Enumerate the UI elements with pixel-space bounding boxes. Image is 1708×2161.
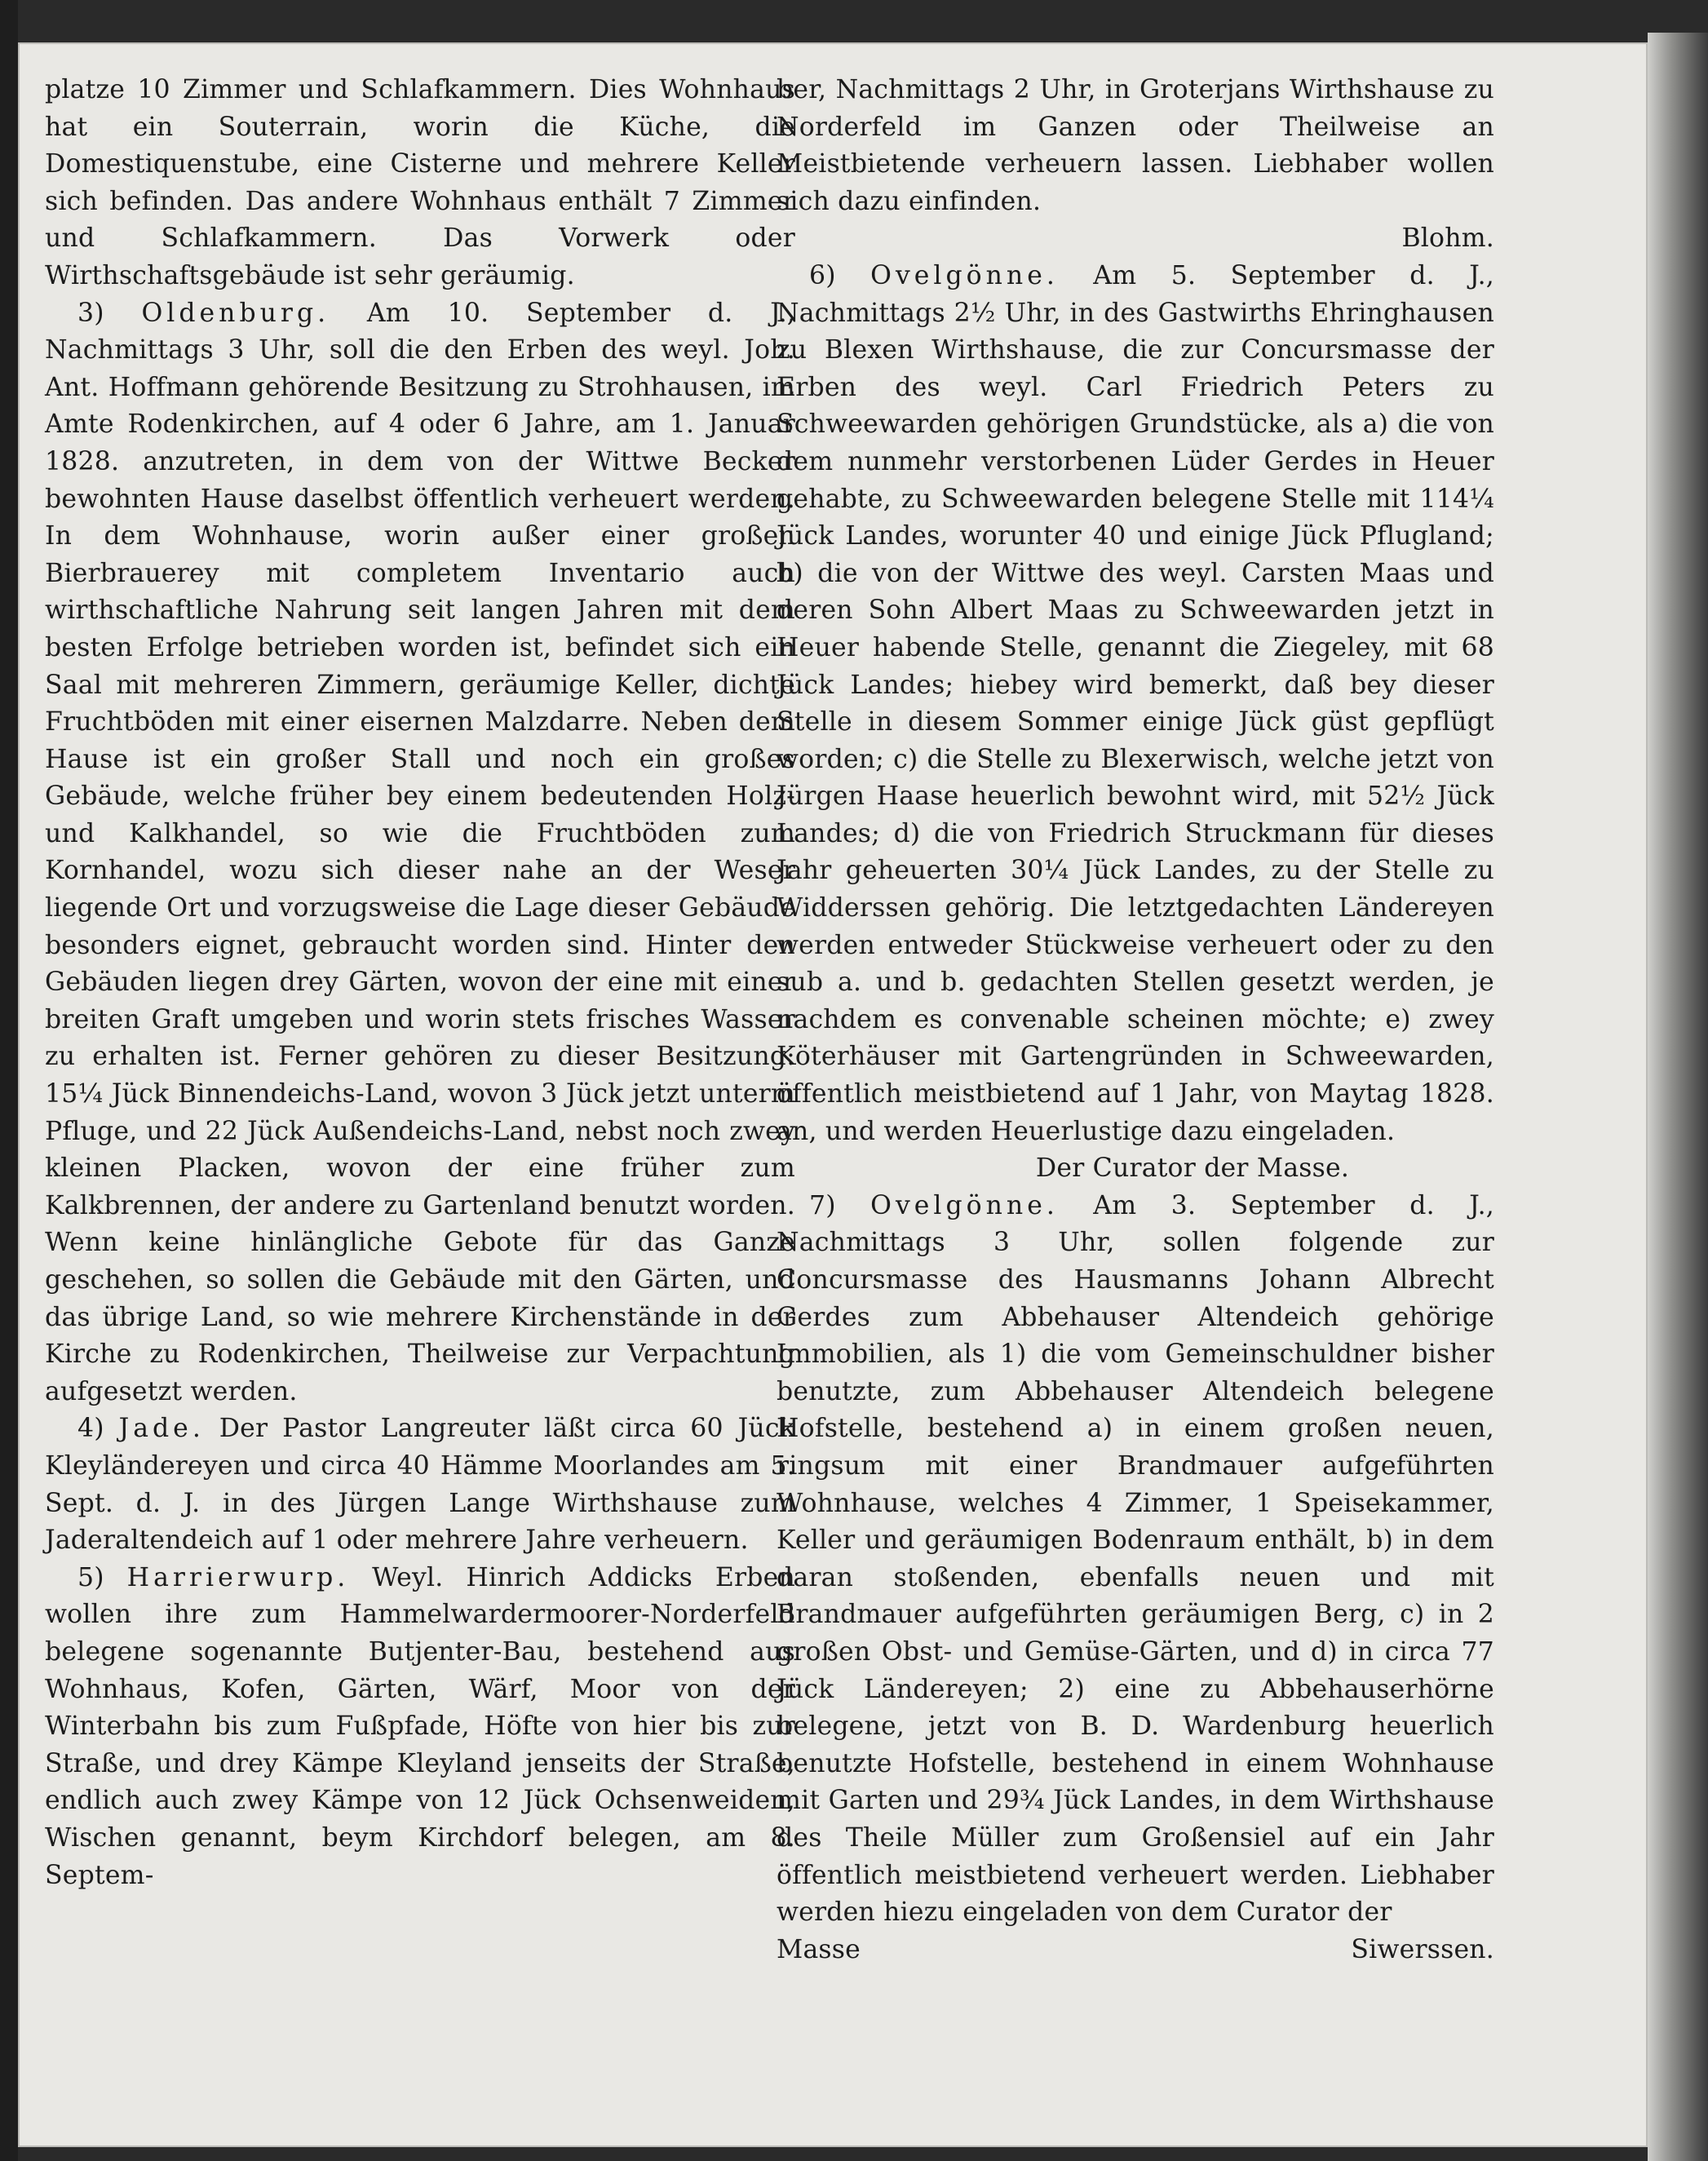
signature-blohm: Blohm.: [1401, 224, 1494, 254]
right-column: [777, 72, 1494, 1968]
notice-body: Der Pastor Langreuter läßt circa 60 Jück Kleyländereyen und circa 40 Hämme Moorlandes am 5. Sept. d. J. in des Jürgen Lange Wirthshause zum Jaderaltendeich auf 1 oder mehrere Jahre verheuern.: [45, 1414, 796, 1556]
notice-jade: [45, 1410, 795, 1559]
notice-number: 3): [77, 298, 104, 328]
notice-ovelgoenne-6: [777, 258, 1494, 1150]
page-edge-shadow: [1648, 33, 1708, 2161]
notice-body: Am 3. September d. J., Nachmittags 3 Uhr, sollen folgende zur Concursmasse des Hausmanns Johann Albrecht Gerdes zum Abbehauser Altendeich gehörige Immobilien, als 1) die vom Gemeinschuldner bisher benutzte, zum Abbehauser Altendeich belegene Hofstelle, bestehend a) in einem großen neuen, ringsum mit einer Brandmauer aufgeführten Wohnhause, welches 4 Zimmer, 1 Speisekammer, Keller und geräumigen Bodenraum enthält, b) in dem daran stoßenden, ebenfalls neuen und mit Brandmauer aufgeführten geräumigen Berg, c) in 2 großen Obst- und Gemüse-Gärten, und d) in circa 77 Jück Ländereyen; 2) eine zu Abbehauserhörne belegene, jetzt von B. D. Wardenburg heuerlich benutzte Hofstelle, bestehend in einem Wohnhause mit Garten und 29¾ Jück Landes, in dem Wirthshause des Theile Müller zum Großensiel auf ein Jahr öffentlich meistbietend verheuert werden. Liebhaber werden hiezu eingeladen von dem Curator der: [777, 1190, 1495, 1928]
notice-number: 6): [809, 260, 836, 290]
notice-place: Ovelgönne.: [870, 260, 1059, 290]
notice-body: Am 10. September d. J., Nachmittags 3 Uhr, soll die den Erben des weyl. Joh. Ant. Hoffmann gehörende Besitzung zu Strohhausen, im Amte Rodenkirchen, auf 4 oder 6 Jahre, am 1. Januar 1828. anzutreten, in dem von der Wittwe Becker bewohnten Hause daselbst öffentlich verheuert werden. In dem Wohnhause, worin außer einer großen Bierbrauerey mit completem Inventario auch wirthschaftliche Nahrung seit langen Jahren mit dem besten Erfolge betrieben worden ist, befindet sich ein Saal mit mehreren Zimmern, geräumige Keller, dichte Fruchtböden mit einer eisernen Malzdarre. Neben dem Hause ist ein großer Stall und noch ein großes Gebäude, welche früher bey einem bedeutenden Holz- und Kalkhandel, so wie die Fruchtböden zum Kornhandel, wozu sich dieser nahe an der Weser liegende Ort und vorzugsweise die Lage dieser Gebäude besonders eignet, gebraucht worden sind. Hinter den Gebäuden liegen drey Gärten, wovon der eine mit einer breiten Graft umgeben und worin stets frisches Wasser zu erhalten ist. Ferner gehören zu dieser Besitzung: 15¼ Jück Binnendeichs-Land, wovon 3 Jück jetzt unterm Pfluge, und 22 Jück Außendeichs-Land, nebst noch zwey kleinen Placken, wovon der eine früher zum Kalkbrennen, der andere zu Gartenland benutzt worden. Wenn keine hinlängliche Gebote für das Ganze geschehen, so sollen die Gebäude mit den Gärten, und das übrige Land, so wie mehrere Kirchenstände in der Kirche zu Rodenkirchen, Theilweise zur Verpachtung aufgesetzt werden.: [45, 298, 796, 1406]
closing-word: Masse: [777, 1934, 861, 1964]
notice-place: Jade.: [118, 1414, 205, 1444]
notice-number: 5): [77, 1562, 104, 1592]
left-column: [45, 72, 795, 1894]
closing-line: [777, 1932, 1494, 1969]
signature-curator: Der Curator der Masse.: [1035, 1154, 1350, 1184]
paragraph-continued: ber, Nachmittags 2 Uhr, in Groterjans Wirthshause zu Norderfeld im Ganzen oder Theilweise an Meistbietende verheuern lassen. Liebhaber wollen sich dazu einfinden.: [777, 75, 1494, 216]
scan-background-left: [0, 0, 18, 2161]
notice-ovelgoenne-7: [777, 1188, 1494, 1932]
signature-siwerssen: Siwerssen.: [1351, 1934, 1494, 1964]
notice-number: 7): [809, 1190, 836, 1220]
notice-place: Oldenburg.: [141, 298, 330, 328]
notice-oldenburg: [45, 295, 795, 1411]
notice-harrierwurp: [45, 1560, 795, 1894]
notice-body: Am 5. September d. J., Nachmittags 2½ Uhr, in des Gastwirths Ehringhausen zu Blexen Wirthshause, die zur Concursmasse der Erben des weyl. Carl Friedrich Peters zu Schweewarden gehörigen Grundstücke, als a) die von dem nunmehr verstorbenen Lüder Gerdes in Heuer gehabte, zu Schweewarden belegene Stelle mit 114¼ Jück Landes, worunter 40 und einige Jück Pflugland; b) die von der Wittwe des weyl. Carsten Maas und deren Sohn Albert Maas zu Schweewarden jetzt in Heuer habende Stelle, genannt die Ziegeley, mit 68 Jück Landes; hiebey wird bemerkt, daß bey dieser Stelle in diesem Sommer einige Jück güst gepflügt worden; c) die Stelle zu Blexerwisch, welche jetzt von Jürgen Haase heuerlich bewohnt wird, mit 52½ Jück Landes; d) die von Friedrich Struckmann für dieses Jahr geheuerten 30¼ Jück Landes, zu der Stelle zu Widderssen gehörig. Die letztgedachten Ländereyen werden entweder Stückweise verheuert oder zu den sub a. und b. gedachten Stellen gesetzt werden, je nachdem es convenable scheinen möchte; e) zwey Köterhäuser mit Gartengründen in Schweewarden, öffentlich meistbietend auf 1 Jahr, von Maytag 1828. an, und werden Heuerlustige dazu eingeladen.: [777, 260, 1495, 1146]
paragraph-continued: platze 10 Zimmer und Schlafkammern. Dies Wohnhaus hat ein Souterrain, worin die Küche, die Domestiquenstube, eine Cisterne und mehrere Keller sich befinden. Das andere Wohnhaus enthält 7 Zimmer und Schlafkammern. Das Vorwerk oder Wirthschaftsgebäude ist sehr geräumig.: [45, 75, 795, 290]
notice-body: Weyl. Hinrich Addicks Erben wollen ihre zum Hammelwardermoorer-Norderfeld belegene sogenannte Butjenter-Bau, bestehend aus Wohnhaus, Kofen, Gärten, Wärf, Moor von der Winterbahn bis zum Fußpfade, Höfte von hier bis zur Straße, und drey Kämpe Kleyland jenseits der Straße, endlich auch zwey Kämpe von 12 Jück Ochsenweiden, Wischen genannt, beym Kirchdorf belegen, am 8. Septem-: [45, 1562, 796, 1890]
notice-place: Ovelgönne.: [870, 1190, 1059, 1220]
notice-place: Harrierwurp.: [126, 1562, 350, 1592]
notice-number: 4): [77, 1414, 104, 1444]
